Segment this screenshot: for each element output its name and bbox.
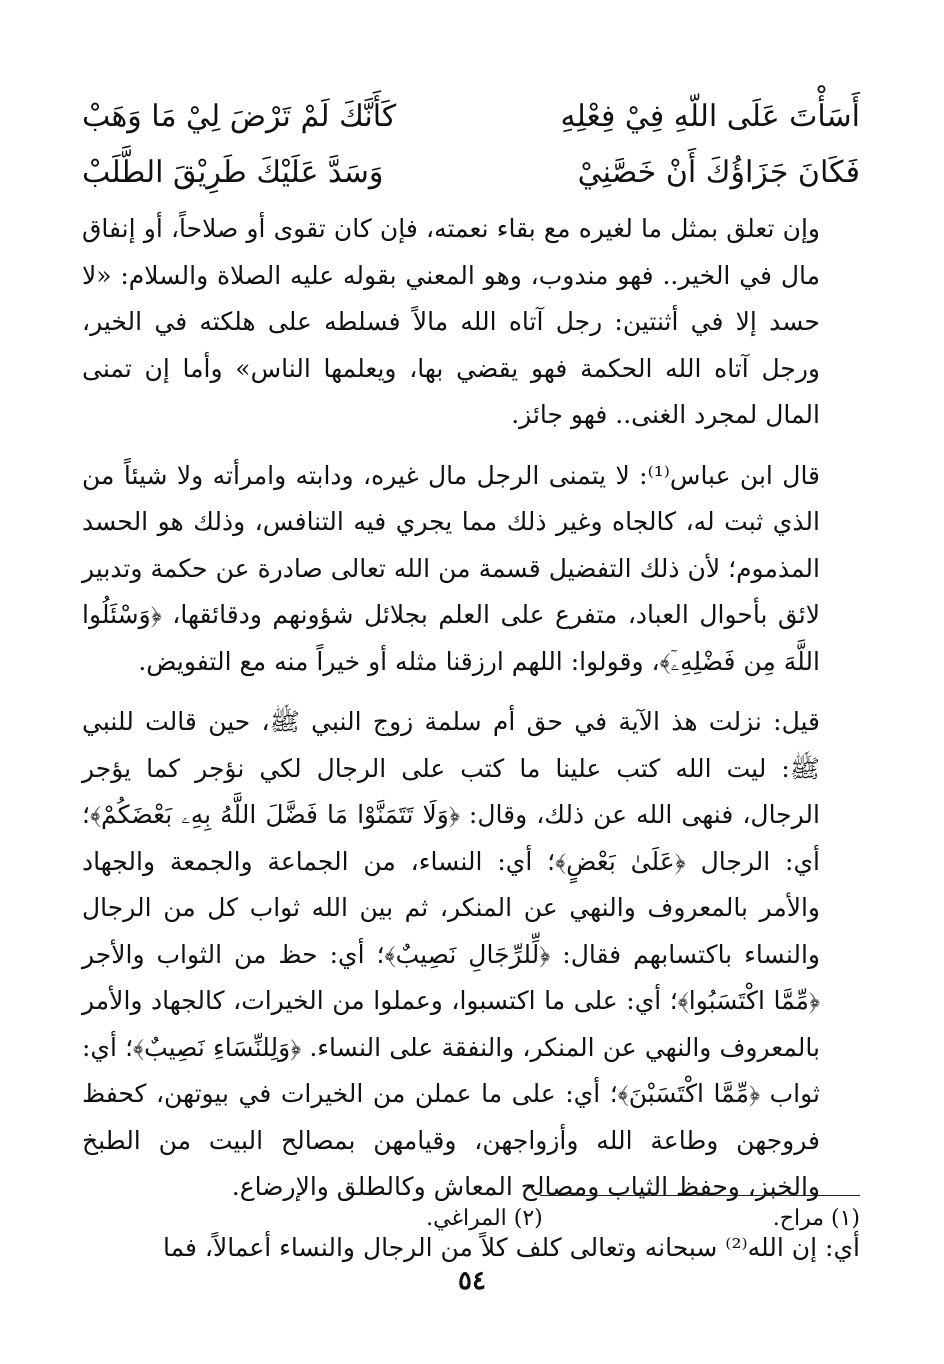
poem-verses xyxy=(82,88,860,200)
paragraph-1: وإن تعلق بمثل ما لغيره مع بقاء نعمته، فإن كان تقوى أو صلاحاً، أو إنفاق مال في الخير.. فهو مندوب، وهو المعني بقوله عليه الصلاة والسلام: «لا حسد إلا في أثنتين: رجل آتاه الله مالاً فسلطه على هلكته في الخير، ورجل آتاه الله الحكمة فهو يقضي بها، ويعلمها الناس» وأما إن تمنى المال لمجرد الغنى.. فهو جائز. xyxy=(82,214,820,429)
poem-verse-2 xyxy=(82,144,860,200)
poem-verse-1 xyxy=(82,88,860,144)
footnotes xyxy=(82,1206,860,1231)
paragraph-2: قال ابن عباس⁽¹⁾: لا يتمنى الرجل مال غيره، ودابته وامرأته ولا شيئاً من الذي ثبت له، كالجاه وغير ذلك مما يجري فيه التنافس، وذلك هو الحسد المذموم؛ لأن ذلك التفضيل قسمة من الله تعالى صادرة عن حكمة وتدبير لائق بأحوال العباد، متفرع على العلم بجلائل شؤونهم ودقائقها، ﴿وَسْئَلُوا اللَّهَ مِن فَضْلِهِۦٓ﴾، وقولوا: اللهم ارزقنا مثله أو خيراً منه مع التفويض. xyxy=(82,460,821,676)
verse-2-second-hemistich: وَسَدَّ عَلَيْكَ طَرِيْقَ الطَّلَبْ xyxy=(82,154,384,190)
paragraph-3: قيل: نزلت هذ الآية في حق أم سلمة زوج النبي ﷺ، حين قالت للنبي ﷺ: ليت الله كتب علينا ما كتب على الرجال لكي نؤجر كما يؤجر الرجال، فنهى الله عن ذلك، وقال: ﴿وَلَا تَتَمَنَّوْا مَا فَضَّلَ اللَّهُ بِهِۦ بَعْضَكُمْ﴾؛ أي: الرجال ﴿عَلَىٰ بَعْضٍ﴾؛ أي: النساء، من الجماعة والجمعة والجهاد والأمر بالمعروف والنهي عن المنكر، ثم بين الله ثواب كل من الرجال والنساء باكتسابهم فقال: ﴿لِّلرِّجَالِ نَصِيبٌ﴾؛ أي: حظ من الثواب والأجر ﴿مِّمَّا اكْتَسَبُوا﴾؛ أي: على ما اكتسبوا، وعملوا من الخيرات، كالجهاد والأمر بالمعروف والنهي عن المنكر، والنفقة على النساء. ﴿وَلِلنِّسَاءِ نَصِيبٌ﴾؛ أي: ثواب ﴿مِّمَّا اكْتَسَبْنَ﴾؛ أي: على ما عملن من الخيرات في بيوتهن، كحفظ فروجهن وطاعة الله وأزواجهن، وقيامهن بمصالح البيت من الطبخ والخبز، وحفظ الثياب ومصالح المعاش وكالطلق والإرضاع. xyxy=(82,707,820,1201)
footnote-2: (٢) المراغي. xyxy=(426,1206,543,1231)
footnote-separator xyxy=(540,1195,860,1196)
page-number: ٥٤ xyxy=(458,1266,486,1296)
verse-1-second-hemistich: كَأَنَّكَ لَمْ تَرْضَ لِيْ مَا وَهَبْ xyxy=(82,98,397,134)
main-text xyxy=(82,206,860,1271)
paragraph-4: أي: إن الله⁽²⁾ سبحانه وتعالى كلف كلاً من الرجال والنساء أعمالاً، فما xyxy=(162,1232,860,1262)
verse-1-first-hemistich: أَسَأْتَ عَلَى اللّهِ فِيْ فِعْلِهِ xyxy=(560,98,860,134)
footnote-1: (١) مراح. xyxy=(772,1206,860,1231)
verse-2-first-hemistich: فَكَانَ جَزَاؤُكَ أَنْ خَصَّنِيْ xyxy=(577,154,860,190)
